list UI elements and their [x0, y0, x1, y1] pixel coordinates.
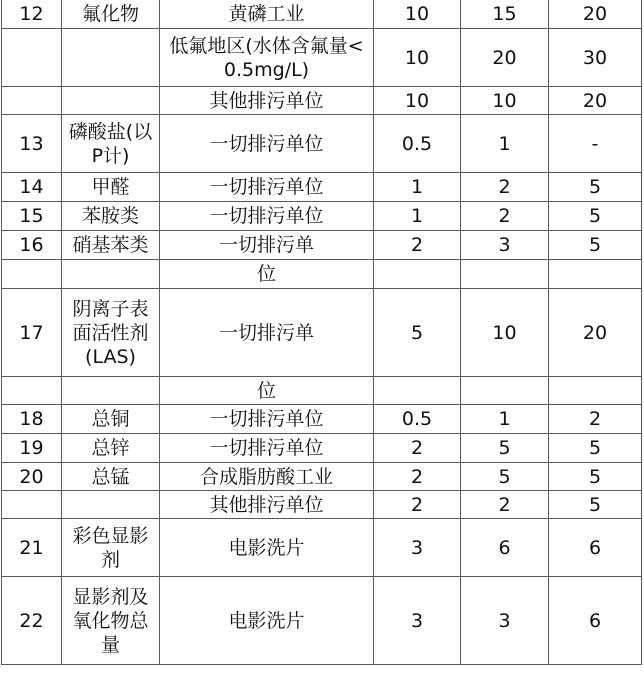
- cell-pollutant: 硝基苯类: [62, 231, 160, 260]
- cell-value-grade-3: 6: [549, 577, 642, 665]
- cell-value-grade-2: 1: [461, 405, 549, 434]
- cell-applicable-scope: 合成脂肪酸工业: [160, 463, 374, 491]
- cell-value-grade-1: 5: [374, 289, 461, 377]
- cell-value-grade-3: 20: [549, 0, 642, 29]
- cell-value-grade-1: [374, 260, 461, 289]
- cell-pollutant: [62, 87, 160, 115]
- table-row: [2, 463, 642, 491]
- cell-serial-number: 22: [2, 577, 62, 665]
- table-row: [2, 577, 642, 665]
- cell-pollutant: [62, 491, 160, 519]
- cell-serial-number: 19: [2, 434, 62, 463]
- cell-value-grade-2: 6: [461, 519, 549, 577]
- cell-value-grade-2: 3: [461, 231, 549, 260]
- cell-pollutant: 磷酸盐(以P计): [62, 115, 160, 173]
- pollutant-standards-table: [1, 0, 642, 665]
- cell-pollutant: 总铜: [62, 405, 160, 434]
- cell-applicable-scope: 其他排污单位: [160, 491, 374, 519]
- cell-value-grade-3: 5: [549, 434, 642, 463]
- cell-value-grade-2: 2: [461, 173, 549, 202]
- cell-serial-number: 12: [2, 0, 62, 29]
- cell-applicable-scope: 位: [160, 377, 374, 405]
- table-row: [2, 231, 642, 260]
- cell-applicable-scope: 一切排污单: [160, 231, 374, 260]
- cell-value-grade-3: 20: [549, 87, 642, 115]
- cell-serial-number: [2, 260, 62, 289]
- cell-pollutant: [62, 377, 160, 405]
- cell-value-grade-1: 10: [374, 87, 461, 115]
- table-body: [2, 0, 642, 665]
- cell-serial-number: [2, 29, 62, 87]
- cell-value-grade-3: [549, 377, 642, 405]
- table-row: [2, 202, 642, 231]
- cell-serial-number: 17: [2, 289, 62, 377]
- cell-serial-number: 15: [2, 202, 62, 231]
- cell-serial-number: [2, 491, 62, 519]
- cell-pollutant: [62, 260, 160, 289]
- cell-applicable-scope: 一切排污单: [160, 289, 374, 377]
- cell-value-grade-2: 3: [461, 577, 549, 665]
- cell-value-grade-2: [461, 260, 549, 289]
- cell-value-grade-3: 5: [549, 491, 642, 519]
- cell-value-grade-1: 3: [374, 519, 461, 577]
- table-row: [2, 173, 642, 202]
- cell-value-grade-1: 2: [374, 463, 461, 491]
- cell-serial-number: 20: [2, 463, 62, 491]
- table-row: [2, 289, 642, 377]
- cell-applicable-scope: 电影洗片: [160, 519, 374, 577]
- cell-value-grade-3: [549, 260, 642, 289]
- cell-serial-number: 18: [2, 405, 62, 434]
- cell-applicable-scope: 一切排污单位: [160, 115, 374, 173]
- cell-applicable-scope: 黄磷工业: [160, 0, 374, 29]
- cell-serial-number: [2, 377, 62, 405]
- cell-value-grade-1: [374, 377, 461, 405]
- cell-value-grade-1: 3: [374, 577, 461, 665]
- cell-value-grade-3: 5: [549, 202, 642, 231]
- table-row: [2, 377, 642, 405]
- cell-value-grade-2: 2: [461, 202, 549, 231]
- cell-value-grade-3: 5: [549, 463, 642, 491]
- cell-pollutant: 彩色显影剂: [62, 519, 160, 577]
- cell-value-grade-2: 2: [461, 491, 549, 519]
- cell-value-grade-2: 5: [461, 434, 549, 463]
- table-row: [2, 115, 642, 173]
- cell-value-grade-1: 0.5: [374, 405, 461, 434]
- cell-value-grade-3: 5: [549, 231, 642, 260]
- cell-applicable-scope: 一切排污单位: [160, 405, 374, 434]
- cell-serial-number: 13: [2, 115, 62, 173]
- cell-value-grade-1: 0.5: [374, 115, 461, 173]
- cell-serial-number: 21: [2, 519, 62, 577]
- cell-serial-number: 14: [2, 173, 62, 202]
- cell-applicable-scope: 位: [160, 260, 374, 289]
- cell-value-grade-2: 10: [461, 289, 549, 377]
- table-row: [2, 0, 642, 29]
- cell-applicable-scope: 一切排污单位: [160, 434, 374, 463]
- cell-value-grade-2: 20: [461, 29, 549, 87]
- cell-pollutant: 苯胺类: [62, 202, 160, 231]
- cell-value-grade-3: -: [549, 115, 642, 173]
- table-row: [2, 434, 642, 463]
- table-row: [2, 519, 642, 577]
- table-row: [2, 491, 642, 519]
- cell-applicable-scope: 低氟地区(水体含氟量<0.5mg/L): [160, 29, 374, 87]
- cell-value-grade-1: 10: [374, 29, 461, 87]
- cell-value-grade-3: 5: [549, 173, 642, 202]
- cell-value-grade-1: 2: [374, 491, 461, 519]
- cell-value-grade-2: 1: [461, 115, 549, 173]
- cell-pollutant: 总锌: [62, 434, 160, 463]
- cell-value-grade-3: 6: [549, 519, 642, 577]
- cell-value-grade-1: 1: [374, 173, 461, 202]
- cell-value-grade-2: [461, 377, 549, 405]
- cell-pollutant: [62, 29, 160, 87]
- cell-serial-number: [2, 87, 62, 115]
- cell-applicable-scope: 一切排污单位: [160, 202, 374, 231]
- cell-value-grade-3: 20: [549, 289, 642, 377]
- cell-applicable-scope: 一切排污单位: [160, 173, 374, 202]
- cell-value-grade-1: 1: [374, 202, 461, 231]
- cell-pollutant: 显影剂及氧化物总量: [62, 577, 160, 665]
- cell-value-grade-3: 2: [549, 405, 642, 434]
- cell-applicable-scope: 电影洗片: [160, 577, 374, 665]
- cell-value-grade-1: 2: [374, 434, 461, 463]
- cell-pollutant: 总锰: [62, 463, 160, 491]
- cell-pollutant: 甲醛: [62, 173, 160, 202]
- table-row: [2, 260, 642, 289]
- cell-value-grade-1: 10: [374, 0, 461, 29]
- cell-applicable-scope: 其他排污单位: [160, 87, 374, 115]
- table-row: [2, 29, 642, 87]
- table-row: [2, 405, 642, 434]
- cell-pollutant: 阴离子表面活性剂(LAS): [62, 289, 160, 377]
- cell-pollutant: 氟化物: [62, 0, 160, 29]
- cell-value-grade-2: 10: [461, 87, 549, 115]
- cell-serial-number: 16: [2, 231, 62, 260]
- table-row: [2, 87, 642, 115]
- cell-value-grade-2: 5: [461, 463, 549, 491]
- cell-value-grade-3: 30: [549, 29, 642, 87]
- cell-value-grade-2: 15: [461, 0, 549, 29]
- cell-value-grade-1: 2: [374, 231, 461, 260]
